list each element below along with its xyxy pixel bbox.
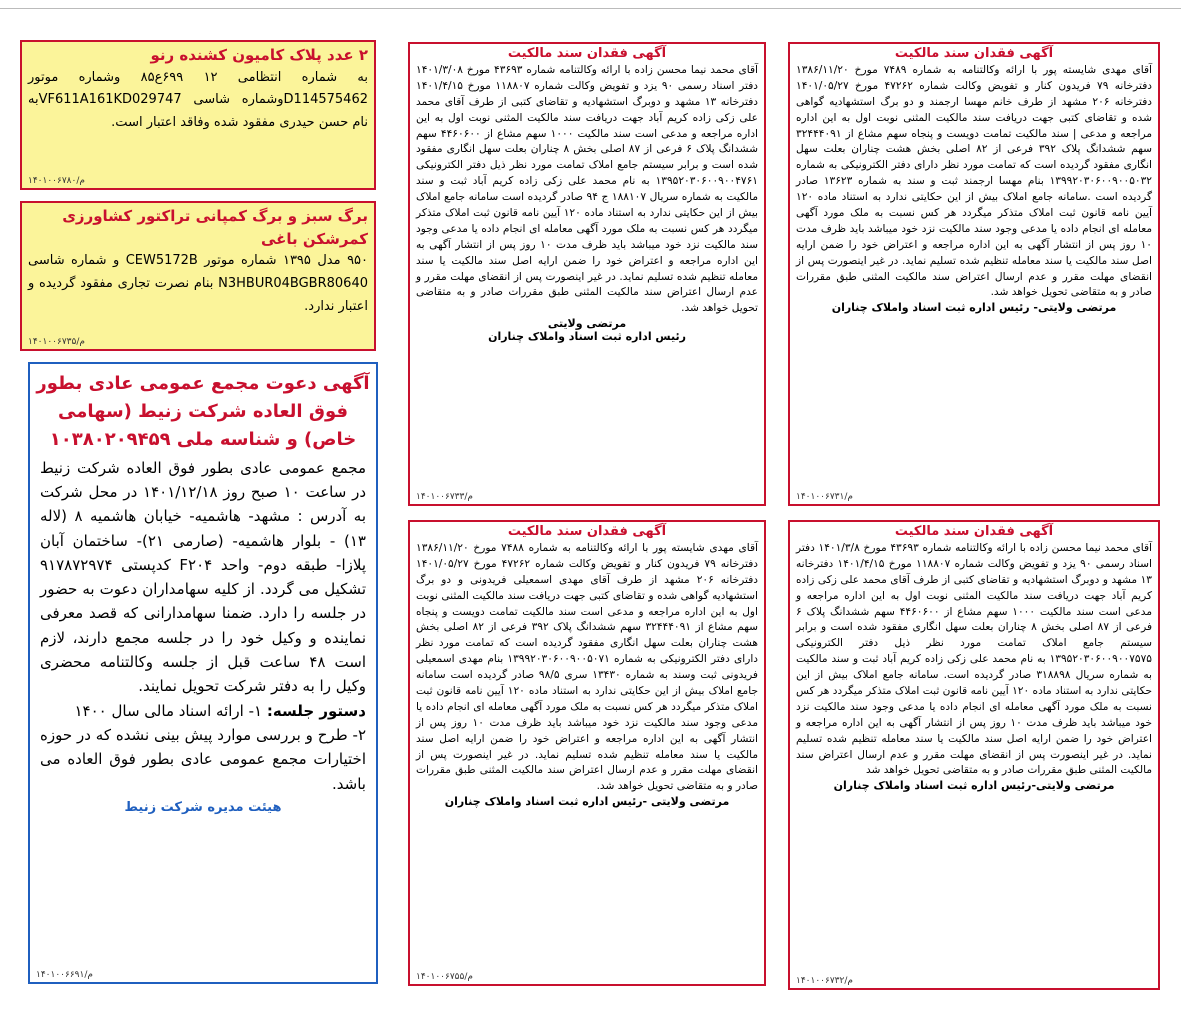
ownership-mid-top-sig-name: مرتضی ولایتی <box>547 317 627 331</box>
meeting-text: مجمع عمومی عادی بطور فوق العاده شرکت زنیط در ساعت ۱۰ صبح روز ۱۴۰۱/۱۲/۱۸ در محل شرکت به آدرس : مشهد- هاشمیه- خیابان هاشمیه ۸ (لاله ۱۳) - بلوار هاشمیه- (صارمی ۲۱)- ساختمان آبان پلازا- طبقه دوم- واحد F۲۰۴ کدپستی ۹۱۷۸۷۲۹۷۴ تشکیل می گردد. از کلیه سهامداران دعوت به حضور در جلسه را دارد. ضمنا سهامدارانی که قصد معرفی نماینده و وکیل خود را در جلسه مجمع دارند، لازم است ۴۸ ساعت قبل از جلسه وکالتنامه محضری وکیل را به دفتر شرکت تحویل نمایند. <box>40 458 367 696</box>
ownership-right-bottom-body: آقای محمد نیما محسن زاده با ارائه وکالتنامه شماره ۴۳۶۹۳ مورخ ۱۴۰۱/۳/۸ دفتر اسناد رسمی ۹۰ یزد و تفویض وکالت شماره ۱۱۸۸۰۷ مورخ ۱۴۰۱/۴/۱۵ دفترخانه ۱۳ مشهد و دوبرگ استشهادیه و تقاضای کتبی از طرف آقای محمد علی زکی زاده کریم آباد جهت دریافت سند مالکیت المثنی نوبت اول به این اداره مراجعه و مدعی است سند مالکیت ۱۰۰۰ سهم مشاع از ۴۴۶۰۶۰۰ سهم ششدانگ پلاک ۶ فرعی از ۸۷ اصلی بخش ۸ چناران بعلت سهل انگاری مفقود شده است و برابر سیستم جامع املاک تمامت مورد نظر ذیل دفتر الکترونیکی ۱۳۹۵۲۰۳۰۶۰۰۹۰۰۷۵۷۵ به نام محمد علی زکی زاده کریم آباد ثبت و سند مالکیت به شماره سریال ۳۱۸۸۹۸ صادر گردیده است. سامانه جامع املاک بیش از این حکایتی ندارد به استناد ماده ۱۲۰ آیین نامه قانون ثبت املاک متذکر میگردد هر کس نسبت به ملک مورد آگهی معامله ای انجام داده یا مدعی وجود سند مالکیت نزد خود میباشد باید ظرف مدت ۱۰ روز پس از انتشار آگهی به این اداره مراجعه و اعتراض خود را ضمن ارایه اصل سند مالکیت یا سند معامله تنظیم شده تسلیم نماید. در غیر اینصورت پس از انقضای مهلت مقرر و عدم ارسال اعتراض سند مالکیت المثنی طبق مقررات صادر و به متقاضی تحویل خواهد شد <box>796 542 1153 777</box>
tractor-ad <box>20 201 376 351</box>
ownership-mid-top-title: آگهی فقدان سند مالکیت <box>507 46 667 61</box>
meeting-title: آگهی دعوت مجمع عمومی عادی بطور فوق العاده شرکت زنیط (سهامی خاص) و شناسه ملی ۱۰۳۸۰۲۰۹۴۵۹ <box>36 373 370 450</box>
ownership-right-bottom-title: آگهی فقدان سند مالکیت <box>894 524 1054 539</box>
truck-plate-ad <box>20 40 376 190</box>
ownership-ad-mid-bottom <box>408 520 766 986</box>
ownership-mid-top-sig-role: رئیس اداره ثبت اسناد واملاک چناران <box>488 330 686 344</box>
meeting-body <box>30 454 376 798</box>
meeting-ad <box>28 362 378 984</box>
ownership-right-top-code: ۱۴۰۱۰۰۶۷۳۱/م <box>796 492 853 502</box>
ownership-mid-bottom-title: آگهی فقدان سند مالکیت <box>507 524 667 539</box>
tractor-code: ۱۴۰۱۰۰۶۷۳۵/م <box>28 337 85 347</box>
truck-plate-body: به شماره انتظامی ۱۲ ۶۹۹ع۸۵ وشماره موتور D114575462وشماره شاسی VF611A161KD029747به نام حسن حیدری مفقود شده وفاقد اعتبار است. <box>28 69 368 130</box>
ownership-mid-top-body: آقای محمد نیما محسن زاده با ارائه وکالتنامه شماره ۴۳۶۹۳ مورخ ۱۴۰۱/۳/۰۸ دفتر اسناد رسمی ۹۰ یزد و تفویض وکالت شماره ۱۱۸۸۰۷ مورخ ۱۴۰۱/۴/۱۵ دفترخانه ۱۳ مشهد و دوبرگ استشهادیه و تقاضای کتبی از طرف آقای محمد علی زکی زاده کریم آباد جهت دریافت سند مالکیت المثنی نوبت اول به این اداره مراجعه و مدعی است سند مالکیت ۱۰۰۰ سهم مشاع از ۴۴۶۰۶۰۰ سهم ششدانگ پلاک ۶ فرعی از ۸۷ اصلی بخش ۸ چناران بعلت سهل انگاری مفقود شده است و برابر سیستم جامع املاک تمامت مورد نظر ذیل دفتر الکترونیکی ۱۳۹۵۲۰۳۰۶۰۰۹۰۰۴۷۶۱ به نام محمد علی زکی زاده کریم آباد ثبت و سند مالکیت به شماره سریال ۱۸۸۱۰۷ ج ۹۴ صادر گردیده است سامانه جامع املاک بیش از این حکایتی ندارد به استناد ماده ۱۲۰ آیین نامه قانون ثبت املاک متذکر میگردد هر کس نسبت به ملک مورد آگهی معامله ای انجام داده یا مدعی وجود سند مالکیت نزد خود میباشد باید ظرف مدت ۱۰ روز پس از انتشار آگهی به این اداره مراجعه و اعتراض خود را ضمن ارایه اصل سند مالکیت یا سند معامله تنظیم شده تسلیم نماید. در غیر اینصورت پس از انقضای مهلت مقرر و عدم ارسال اعتراض سند مالکیت المثنی طبق مقررات صادر و به متقاضی تحویل خواهد شد. <box>416 64 759 315</box>
ownership-ad-mid-top <box>408 42 766 506</box>
ownership-right-top-title: آگهی فقدان سند مالکیت <box>894 46 1054 61</box>
meeting-code: ۱۴۰۱۰۰۶۶۹۱/م <box>36 970 93 980</box>
meeting-agenda-2: ۲- طرح و بررسی موارد پیش بینی نشده که در حوزه اختیارات مجمع عمومی عادی بطور فوق العاده می باشد. <box>40 725 366 793</box>
truck-plate-code: ۱۴۰۱۰۰۶۷۸۰/م <box>28 176 85 186</box>
ownership-mid-bottom-sig: مرتضی ولایتی -رئیس اداره ثبت اسناد واملاک چناران <box>444 795 730 809</box>
meeting-agenda-label: دستور جلسه: <box>266 701 366 720</box>
ownership-right-bottom-sig: مرتضی ولایتی-رئیس اداره ثبت اسناد واملاک چناران <box>833 779 1115 793</box>
page-top-rule <box>0 0 1181 9</box>
tractor-body: ۹۵۰ مدل ۱۳۹۵ شماره موتور CEW5172B و شماره شاسی N3HBUR04BGBR80640 بنام نصرت تجاری مفقود گردیده و اعتبار ندارد. <box>28 253 369 314</box>
ownership-right-top-body: آقای مهدی شایسته پور با ارائه وکالتنامه به شماره ۷۴۸۹ مورخ ۱۳۸۶/۱۱/۲۰ دفترخانه ۷۹ فریدون کنار و تفویض وکالت شماره ۴۷۲۶۲ مورخ ۱۴۰۱/۰۵/۲۷ دفترخانه ۲۰۶ مشهد از طرف خانم مهسا ارجمند و دو برگ استشهادیه گواهی شده و تقاضای کتبی جهت دریافت سند مالکیت المثنی نوبت اول به این اداره مراجعه و مدعی | سند مالکیت تمامت دویست و پنجاه سهم مشاع از ۳۲۴۴۴۰۹۱ سهم ششدانگ پلاک ۳۹۲ فرعی از ۸۲ اصلی بخش هشت چناران بعلت سهل انگاری مفقود گردیده است که تمامت مورد نظر دارای دفتر الکترونیکی به شماره ۱۳۹۹۲۰۳۰۶۰۰۹۰۰۵۰۳۲ بنام مهسا ارجمند ثبت و سند به شماره ۱۳۶۲۳ صادر گردیده است .سامانه جامع املاک بیش از این حکایتی ندارد به استناد ماده ۱۲۰ آیین نامه قانون ثبت املاک متذکر میگردد هر کس نسبت به ملک مورد آگهی معامله ای انجام داده یا مدعی وجود سند مالکیت نزد خود میباشد باید ظرف مدت ۱۰ روز پس از انتشار آگهی به این اداره مراجعه و اعتراض خود را ضمن ارایه اصل سند مالکیت یا سند معامله تنظیم شده تسلیم نماید. در غیر اینصورت پس از انقضای مهلت مقرر و عدم ارسال اعتراض سند مالکیت المثنی طبق مقررات صادر و به متقاضی تحویل خواهد شد. <box>796 64 1153 299</box>
ownership-ad-right-bottom <box>788 520 1160 990</box>
ownership-mid-top-code: ۱۴۰۱۰۰۶۷۳۳/م <box>416 492 473 502</box>
ownership-ad-right-top <box>788 42 1160 506</box>
ownership-mid-bottom-body: آقای مهدی شایسته پور با ارائه وکالتنامه به شماره ۷۴۸۸ مورخ ۱۳۸۶/۱۱/۲۰ دفترخانه ۷۹ فریدون کنار و تفویض وکالت شماره ۴۷۲۶۲ مورخ ۱۴۰۱/۰۵/۲۷ دفترخانه ۲۰۶ مشهد از طرف آقای مهدی اسمعیلی فریدونی و دو برگ استشهادیه گواهی شده و تقاضای کتبی جهت دریافت سند مالکیت المثنی نوبت اول به این اداره مراجعه و مدعی است سند مالکیت تمامت دویست و پنجاه سهم مشاع از ۳۲۴۴۴۰۹۱ سهم ششدانگ پلاک ۳۹۲ فرعی از ۸۲ اصلی بخش هشت چناران بعلت سهل انگاری مفقود گردیده است که تمامت مورد نظر دارای دفتر الکترونیکی به شماره ۱۳۹۹۲۰۳۰۶۰۰۹۰۰۵۰۷۱ بنام مهدی اسمعیلی فریدونی ثبت وسند به شماره ۱۳۴۳۰ سری ۹۸/۵ صادر گردیده است سامانه جامع املاک بیش از این حکایتی ندارد به استناد ماده ۱۲۰ آیین نامه قانون ثبت املاک متذکر میگردد هر کس نسبت به ملک مورد آگهی معامله ای انجام داده یا مدعی وجود سند مالکیت نزد خود میباشد باید ظرف مدت ۱۰ روز پس از انتشار آگهی به این اداره مراجعه و اعتراض خود را ضمن ارایه اصل سند مالکیت یا سند معامله تنظیم شده تسلیم نماید. در غیر اینصورت پس از انقضای مهلت مقرر و عدم ارسال اعتراض سند مالکیت المثنی طبق مقررات صادر و به متقاضی تحویل خواهد شد. <box>416 542 758 793</box>
ownership-right-bottom-code: ۱۴۰۱۰۰۶۷۳۲/م <box>796 976 853 986</box>
tractor-title: برگ سبز و برگ کمپانی تراکتور کشاورزی کمرشکن باغی <box>62 207 368 248</box>
meeting-signature: هیئت مدیره شرکت زنیط <box>124 799 282 815</box>
meeting-agenda-1: ۱- ارائه اسناد مالی سال ۱۴۰۰ <box>74 701 267 720</box>
truck-plate-title: ۲ عدد پلاک کامیون کشنده رنو <box>150 46 368 64</box>
ownership-mid-bottom-code: ۱۴۰۱۰۰۶۷۵۵/م <box>416 972 473 982</box>
ownership-right-top-sig: مرتضی ولایتی- رئیس اداره ثبت اسناد واملاک چناران <box>831 301 1117 315</box>
